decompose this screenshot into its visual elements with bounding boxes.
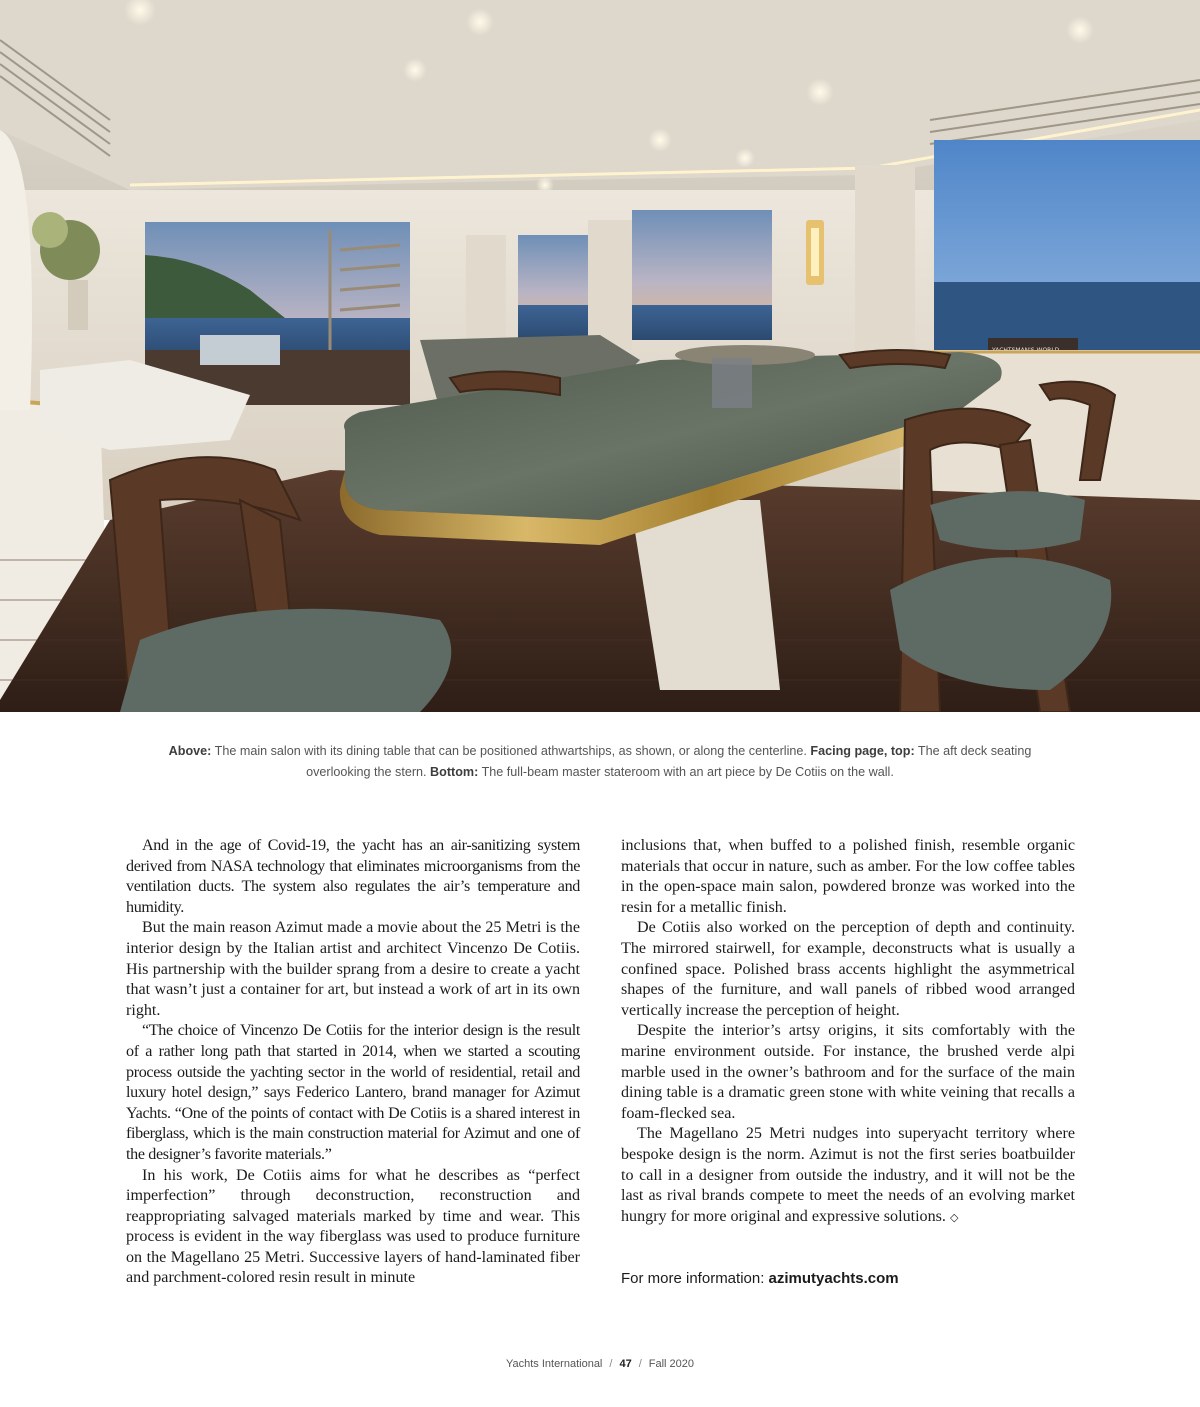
footer-page-number: 47 bbox=[619, 1358, 632, 1370]
more-info-label: For more information: bbox=[621, 1270, 769, 1287]
article-paragraph: De Cotiis also worked on the perception of depth and continuity. The mirrored stairwell, for example, deconstructs what is usually a confined space. Polished brass accents highlight the asymmetrical shapes of the furniture, and wall panels of ribbed wood arranged vertically increase the perception of height. bbox=[621, 919, 1075, 1019]
caption-bottom-text: The full-beam master stateroom with an art piece by De Cotiis on the wall. bbox=[478, 765, 894, 779]
more-info bbox=[621, 1270, 899, 1287]
article-paragraph-text: The Magellano 25 Metri nudges into superyacht territory where bespoke design is the norm. Azimut is not the first series boatbuilder to call in a designer from outside the industry, and it will not be the last as rival brands compete to meet the needs of an evolving market hungry for more original and expressive solutions. bbox=[621, 1125, 1075, 1225]
article-paragraph: And in the age of Covid-19, the yacht has an air-sanitizing system derived from NASA technology that eliminates microorganisms from the ventilation ducts. The system also regulates the air’s temperature and humidity. bbox=[126, 837, 580, 916]
more-info-link[interactable]: azimutyachts.com bbox=[768, 1270, 899, 1287]
page-footer bbox=[0, 1358, 1200, 1370]
article-paragraph: But the main reason Azimut made a movie about the 25 Metri is the interior design by the Italian artist and architect Vincenzo De Cotiis. His partnership with the builder sprang from a desire to create a yacht that wasn’t just a container for art, but instead a work of art in its own right. bbox=[126, 919, 580, 1019]
caption-above-label: Above: bbox=[168, 744, 212, 758]
article-paragraph-last bbox=[621, 1124, 1075, 1228]
article-paragraph: “The choice of Vincenzo De Cotiis for the interior design is the result of a rather long path that started in 2014, when we started a scouting process outside the yachting sector in the world of residential, retail and luxury hotel design,” says Federico Lantero, brand manager for Azimut Yachts. “One of the points of contact with De Cotiis is a shared interest in fiberglass, which is the main construction material for Azimut and one of the designer’s favorite materials.” bbox=[126, 1022, 580, 1163]
caption-facing-text: The aft deck seating overlooking the stern. bbox=[306, 744, 1032, 779]
article-paragraph: Despite the interior’s artsy origins, it sits comfortably with the marine environment outside. For instance, the brushed verde alpi marble used in the owner’s bathroom and for the surface of the main dining table is a dramatic green stone with white veining that recalls a foam-flecked sea. bbox=[621, 1022, 1075, 1122]
article-paragraph: In his work, De Cotiis aims for what he describes as “perfect imperfection” through deconstruction, reconstruction and reappropriating salvaged materials marked by time and wear. This process is evident in the way fiberglass was used to produce furniture on the Magellano 25 Metri. Successive layers of hand-laminated fiber and parchment-colored resin result in minute bbox=[126, 1166, 580, 1287]
article-column-right bbox=[621, 836, 1075, 1228]
footer-separator: / bbox=[609, 1358, 613, 1370]
caption-above-text: The main salon with its dining table that can be positioned athwartships, as shown, or along the centerline. bbox=[211, 744, 811, 758]
article-paragraph: inclusions that, when buffed to a polished finish, resemble organic materials that occur in nature, such as amber. For the low coffee tables in the open-space main salon, powdered bronze was worked into the resin for a metallic finish. bbox=[621, 837, 1075, 916]
end-mark-icon: ◇ bbox=[949, 1210, 959, 1224]
footer-issue: Fall 2020 bbox=[648, 1358, 695, 1370]
caption-bottom-label: Bottom: bbox=[430, 765, 479, 779]
photo-caption bbox=[150, 741, 1050, 783]
footer-publication: Yachts International bbox=[505, 1358, 603, 1370]
article-column-left bbox=[126, 836, 580, 1289]
footer-separator: / bbox=[638, 1358, 642, 1370]
caption-facing-label: Facing page, top: bbox=[810, 744, 915, 758]
